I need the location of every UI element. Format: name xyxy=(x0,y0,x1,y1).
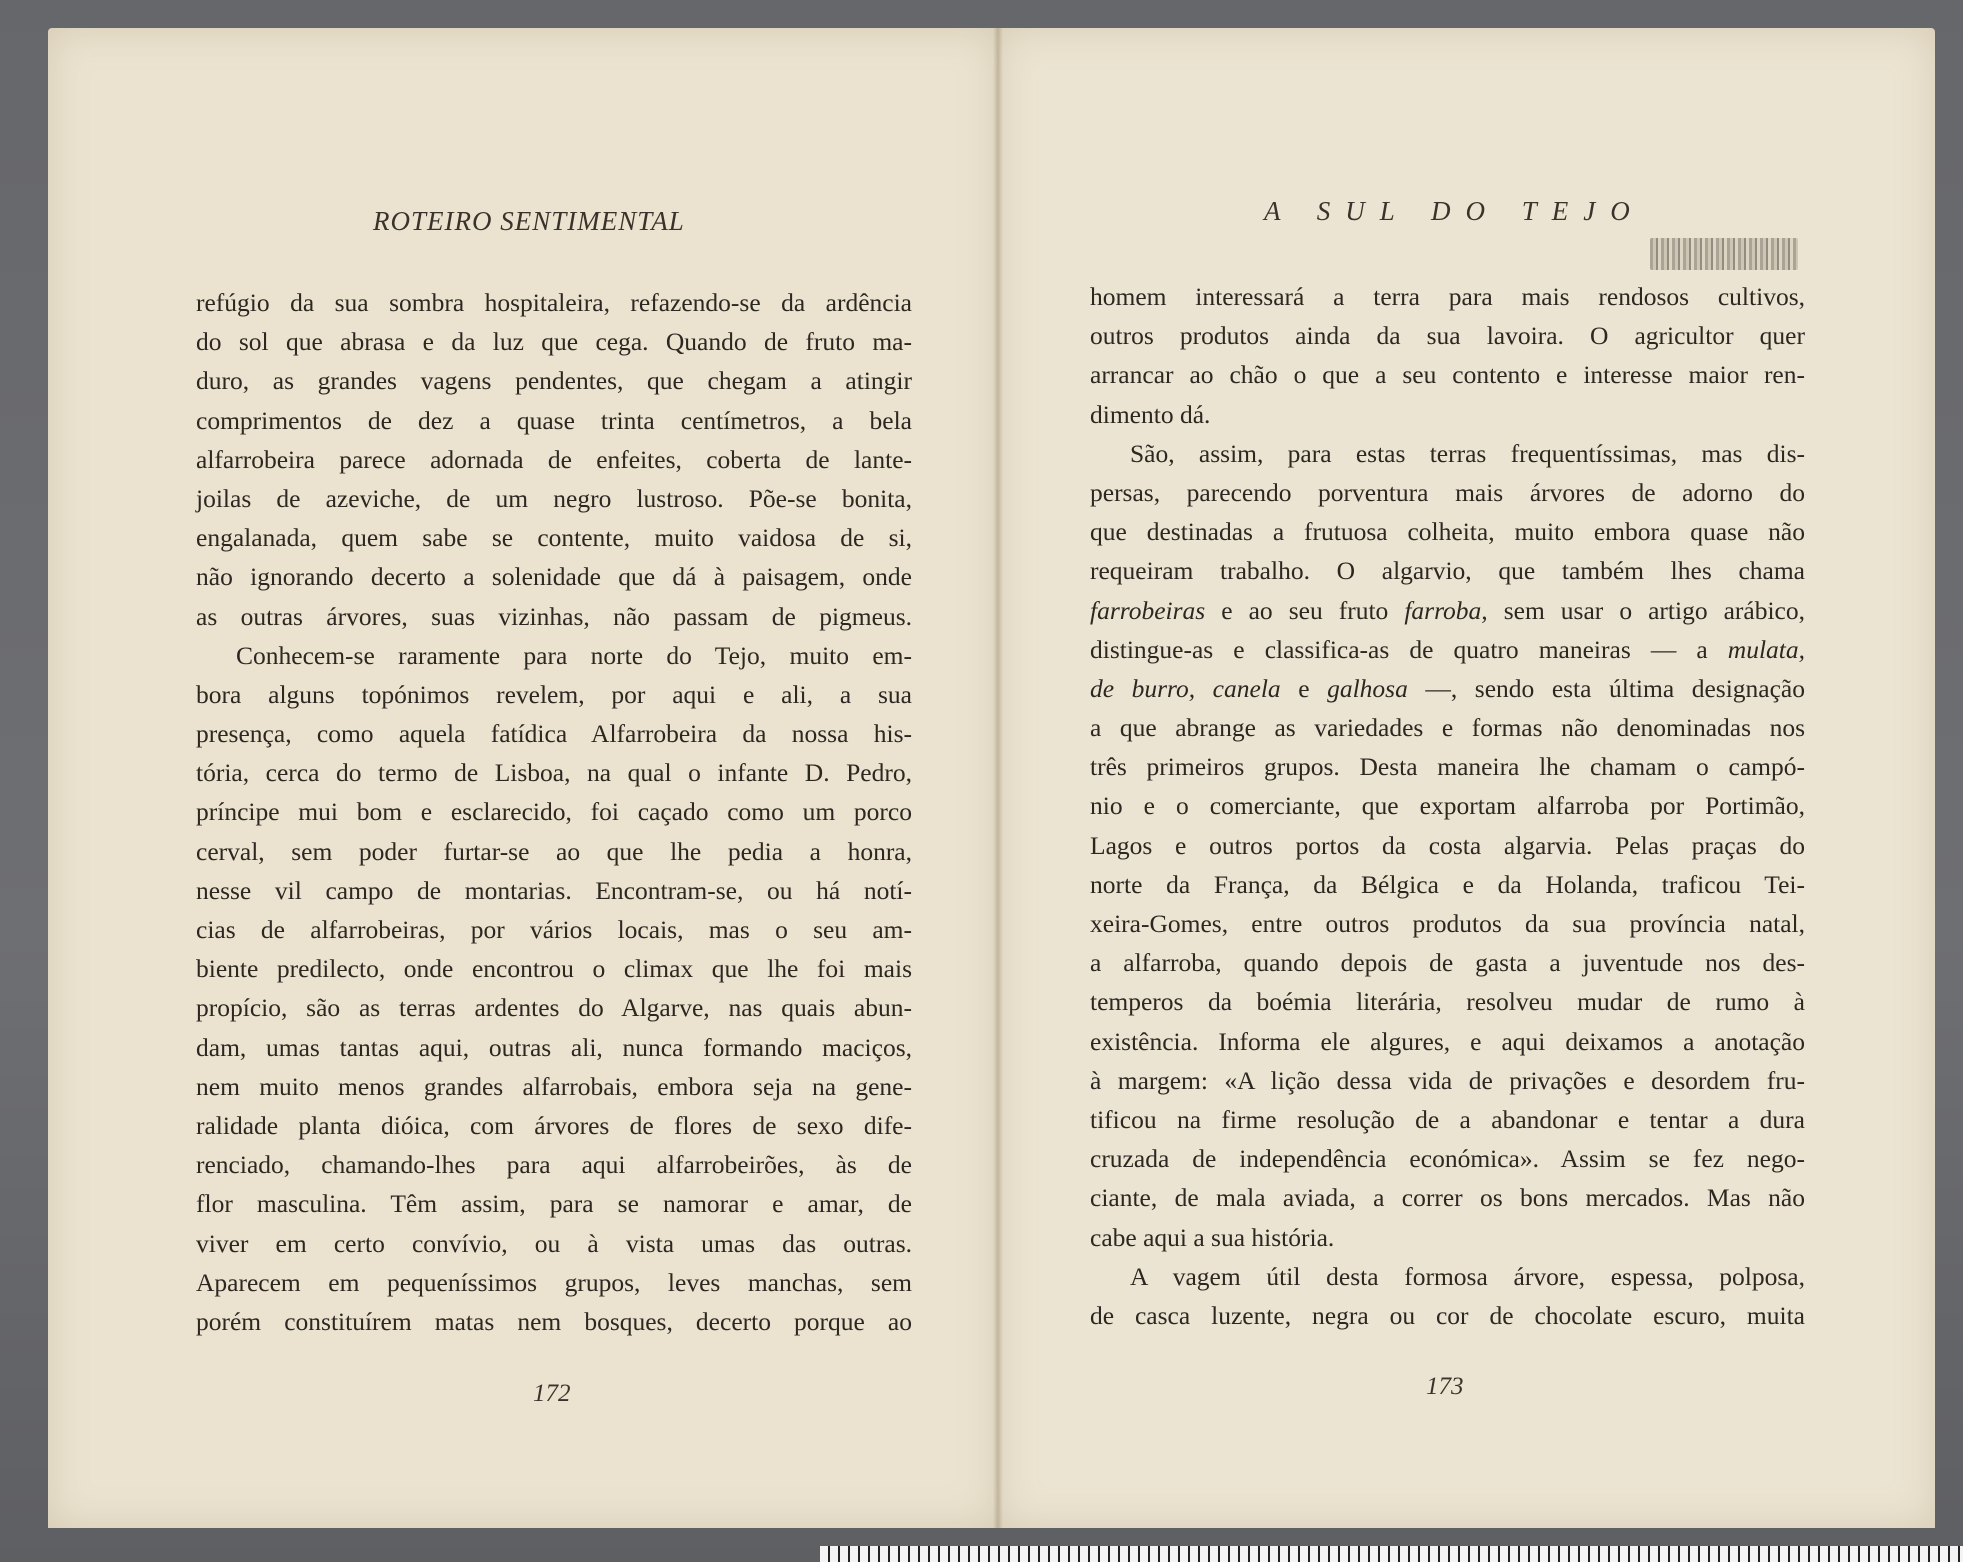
text-line: Aparecem em pequeníssimos grupos, leves manchas, sem xyxy=(196,1267,912,1297)
page-number-right: 173 xyxy=(1426,1373,1464,1400)
text-line: farrobeiras e ao seu fruto farroba, sem usar o artigo arábico, xyxy=(1090,595,1805,625)
text-line: nio e o comerciante, que exportam alfarroba por Portimão, xyxy=(1090,791,1805,821)
text-line: dam, umas tantas aqui, outras ali, nunca formando maciços, xyxy=(196,1032,912,1062)
text-line: a que abrange as variedades e formas não denominadas nos xyxy=(1090,713,1805,743)
text-line: norte da França, da Bélgica e da Holanda, traficou Tei- xyxy=(1090,869,1805,899)
text-line: à margem: «A lição dessa vida de privações e desordem fru- xyxy=(1090,1065,1805,1095)
text-line: duro, as grandes vagens pendentes, que chegam a atingir xyxy=(196,366,912,396)
text-line: que destinadas a frutuosa colheita, muito embora quase não xyxy=(1090,517,1805,547)
text-line: Conhecem-se raramente para norte do Tejo, muito em- xyxy=(236,640,912,670)
text-line: cerval, sem poder furtar-se ao que lhe pedia a honra, xyxy=(196,836,912,866)
left-page xyxy=(48,28,998,1528)
text-line: príncipe mui bom e esclarecido, foi caçado como um porco xyxy=(196,797,912,827)
left-page-body xyxy=(196,283,912,1341)
text-line: presença, como aquela fatídica Alfarrobeira da nossa his- xyxy=(196,719,912,749)
running-head-right: A SUL DO TEJO xyxy=(1264,196,1645,226)
text-line: cruzada de independência económica». Assim se fez nego- xyxy=(1090,1144,1805,1174)
text-line: viver em certo convívio, ou à vista umas das outras. xyxy=(196,1228,912,1258)
text-line: xeira-Gomes, entre outros produtos da sua província natal, xyxy=(1090,909,1805,938)
book-gutter xyxy=(993,28,1003,1528)
text-line: distingue-as e classifica-as de quatro maneiras — a mulata, xyxy=(1090,634,1805,664)
text-line: de casca luzente, negra ou cor de chocolate escuro, muita xyxy=(1090,1300,1805,1330)
text-line: requeiram trabalho. O algarvio, que também lhes chama xyxy=(1090,556,1805,586)
text-line: a alfarroba, quando depois de gasta a juventude nos des- xyxy=(1090,948,1805,978)
text-line: bora alguns topónimos revelem, por aqui e ali, a sua xyxy=(196,679,912,709)
text-line: existência. Informa ele algures, e aqui deixamos a anotação xyxy=(1090,1026,1805,1056)
text-line: refúgio da sua sombra hospitaleira, refazendo-se da ardência xyxy=(196,288,912,317)
text-line: comprimentos de dez a quase trinta centímetros, a bela xyxy=(196,405,912,435)
text-line: nem muito menos grandes alfarrobais, embora seja na gene- xyxy=(196,1071,912,1101)
text-line: tória, cerca do termo de Lisboa, na qual o infante D. Pedro, xyxy=(196,758,912,788)
text-line: engalanada, quem sabe se contente, muito vaidosa de si, xyxy=(196,523,912,553)
library-stamp-mark xyxy=(1650,238,1798,270)
text-line: São, assim, para estas terras frequentíssimas, mas dis- xyxy=(1130,438,1805,468)
text-line: cias de alfarrobeiras, por vários locais, mas o seu am- xyxy=(196,915,912,944)
text-line: dimento dá. xyxy=(1090,399,1211,429)
text-line: Lagos e outros portos da costa algarvia. Pelas praças do xyxy=(1090,830,1805,860)
text-line: não ignorando decerto a solenidade que dá à paisagem, onde xyxy=(196,562,912,592)
text-line: de burro, canela e galhosa —, sendo esta última designação xyxy=(1090,673,1805,703)
text-line: outros produtos ainda da sua lavoira. O agricultor quer xyxy=(1090,321,1805,351)
text-line: tificou na firme resolução de a abandonar e tentar a dura xyxy=(1090,1104,1805,1134)
text-line: homem interessará a terra para mais rendosos cultivos, xyxy=(1090,282,1805,311)
text-line: propício, são as terras ardentes do Algarve, nas quais abun- xyxy=(196,993,912,1023)
text-line: arrancar ao chão o que a seu contento e interesse maior ren- xyxy=(1090,360,1805,390)
text-line: biente predilecto, onde encontrou o climax que lhe foi mais xyxy=(196,954,912,984)
text-line: joilas de azeviche, de um negro lustroso. Põe-se bonita, xyxy=(196,483,912,513)
text-line: renciado, chamando-lhes para aqui alfarrobeirões, às de xyxy=(196,1150,912,1180)
text-line: as outras árvores, suas vizinhas, não passam de pigmeus. xyxy=(196,601,912,631)
text-line: ciante, de mala aviada, a correr os bons mercados. Mas não xyxy=(1090,1183,1805,1213)
text-line: persas, parecendo porventura mais árvores de adorno do xyxy=(1090,477,1805,507)
text-line: ralidade planta dióica, com árvores de flores de sexo dife- xyxy=(196,1110,912,1140)
text-line: alfarrobeira parece adornada de enfeites, coberta de lante- xyxy=(196,444,912,474)
text-line: porém constituírem matas nem bosques, decerto porque ao xyxy=(196,1306,912,1336)
page-number-left: 172 xyxy=(533,1380,571,1407)
text-line: A vagem útil desta formosa árvore, espessa, polposa, xyxy=(1130,1261,1805,1291)
text-line: do sol que abrasa e da luz que cega. Quando de fruto ma- xyxy=(196,327,912,357)
text-line: cabe aqui a sua história. xyxy=(1090,1222,1335,1252)
text-line: temperos da boémia literária, resolveu mudar de rumo à xyxy=(1090,987,1805,1017)
scan-scale-bar xyxy=(820,1546,1963,1562)
text-line: flor masculina. Têm assim, para se namorar e amar, de xyxy=(196,1189,912,1219)
right-page xyxy=(998,28,1935,1528)
running-head-left: ROTEIRO SENTIMENTAL xyxy=(373,206,685,236)
text-line: nesse vil campo de montarias. Encontram-se, ou há notí- xyxy=(196,875,912,905)
right-page-body xyxy=(1090,277,1805,1335)
text-line: três primeiros grupos. Desta maneira lhe chamam o campó- xyxy=(1090,752,1805,782)
